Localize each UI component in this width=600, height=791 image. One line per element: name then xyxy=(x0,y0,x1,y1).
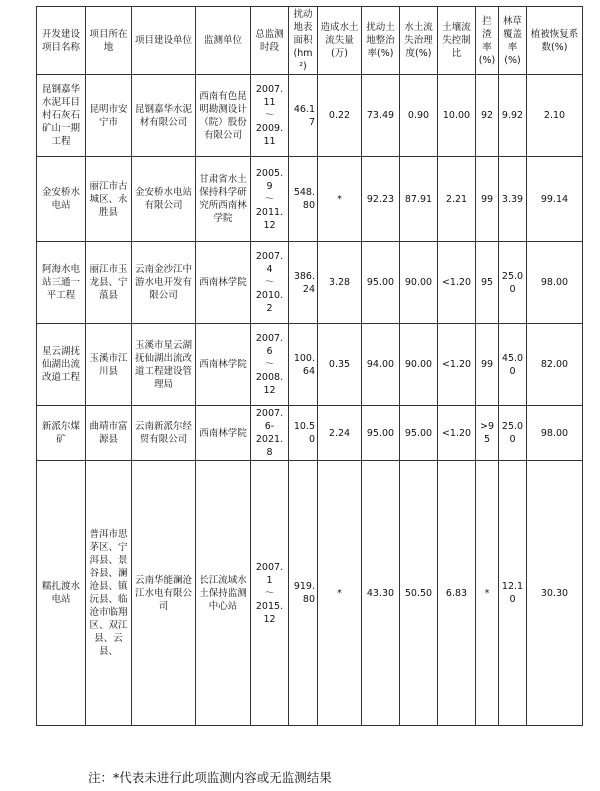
cell-area: 100.64 xyxy=(289,324,318,406)
table-row xyxy=(37,461,583,726)
cell-veg-coef: 99.14 xyxy=(527,157,583,242)
cell-monitor-unit: 甘肃省水土保持科学研究所西南林学院 xyxy=(196,157,251,242)
header-location: 项目所在地 xyxy=(86,7,132,75)
cell-area: 386.24 xyxy=(289,242,318,324)
table-row xyxy=(37,324,583,406)
header-builder: 项目建设单位 xyxy=(132,7,196,75)
table-row xyxy=(37,242,583,324)
header-monitor-unit: 监测单位 xyxy=(196,7,251,75)
cell-land-rate: 73.49 xyxy=(362,75,400,157)
footnote: 注：*代表未进行此项监测内容或无监测结果 xyxy=(88,770,332,785)
cell-period: 2007.4 ～ 2010.2 xyxy=(251,242,289,324)
cell-period: 2007.6 ～ 2008.12 xyxy=(251,324,289,406)
cell-land-rate: 95.00 xyxy=(362,406,400,461)
cell-area: 10.50 xyxy=(289,406,318,461)
cell-slag-rate: 99 xyxy=(476,324,499,406)
header-veg-coef: 植被恢复系数(%) xyxy=(527,7,583,75)
header-area: 扰动地表面积(hm²) xyxy=(289,7,318,75)
cell-slag-rate: 99 xyxy=(476,157,499,242)
cell-cover-rate: 25.00 xyxy=(499,242,527,324)
header-period: 总监测时段 xyxy=(251,7,289,75)
header-control-degree: 水土流失治理度(%) xyxy=(400,7,438,75)
cell-veg-coef: 82.00 xyxy=(527,324,583,406)
cell-loss-ratio: <1.20 xyxy=(438,406,476,461)
cell-location: 曲靖市富源县 xyxy=(86,406,132,461)
cell-soil-loss: * xyxy=(318,157,362,242)
cell-cover-rate: 25.00 xyxy=(499,406,527,461)
cell-cover-rate: 45.00 xyxy=(499,324,527,406)
cell-builder: 昆钢嘉华水泥材有限公司 xyxy=(132,75,196,157)
cell-land-rate: 92.23 xyxy=(362,157,400,242)
cell-project-name: 星云湖抚仙湖出流改道工程 xyxy=(37,324,86,406)
cell-veg-coef: 98.00 xyxy=(527,406,583,461)
cell-period: 2007.1 ～ 2015.12 xyxy=(251,461,289,726)
cell-veg-coef: 30.30 xyxy=(527,461,583,726)
cell-cover-rate: 3.39 xyxy=(499,157,527,242)
cell-control-degree: 0.90 xyxy=(400,75,438,157)
cell-slag-rate: * xyxy=(476,461,499,726)
cell-land-rate: 94.00 xyxy=(362,324,400,406)
table-row xyxy=(37,406,583,461)
cell-location: 丽江市玉龙县、宁蒗县 xyxy=(86,242,132,324)
cell-cover-rate: 12.10 xyxy=(499,461,527,726)
cell-veg-coef: 2.10 xyxy=(527,75,583,157)
cell-soil-loss: 2.24 xyxy=(318,406,362,461)
cell-builder: 云南华能澜沧江水电有限公司 xyxy=(132,461,196,726)
cell-area: 46.17 xyxy=(289,75,318,157)
cell-location: 丽江市古城区、永胜县 xyxy=(86,157,132,242)
cell-control-degree: 95.00 xyxy=(400,406,438,461)
table-row xyxy=(37,157,583,242)
cell-monitor-unit: 西南林学院 xyxy=(196,406,251,461)
cell-slag-rate: 92 xyxy=(476,75,499,157)
cell-builder: 云南金沙江中游水电开发有限公司 xyxy=(132,242,196,324)
cell-location: 普洱市思茅区、宁洱县、景谷县、澜沧县、镇沅县、临沧市临翔区、双江县、云县、 xyxy=(86,461,132,726)
cell-land-rate: 95.00 xyxy=(362,242,400,324)
cell-loss-ratio: 10.00 xyxy=(438,75,476,157)
cell-area: 548.80 xyxy=(289,157,318,242)
cell-location: 昆明市安宁市 xyxy=(86,75,132,157)
cell-soil-loss: 0.22 xyxy=(318,75,362,157)
cell-soil-loss: * xyxy=(318,461,362,726)
header-cover-rate: 林草覆盖率(%) xyxy=(499,7,527,75)
header-soil-loss: 造成水土流失量(万) xyxy=(318,7,362,75)
cell-monitor-unit: 西南有色昆明勘测设计（院）股份有限公司 xyxy=(196,75,251,157)
cell-land-rate: 43.30 xyxy=(362,461,400,726)
cell-cover-rate: 9.92 xyxy=(499,75,527,157)
cell-slag-rate: >95 xyxy=(476,406,499,461)
cell-loss-ratio: 6.83 xyxy=(438,461,476,726)
cell-monitor-unit: 长江流域水土保持监测中心站 xyxy=(196,461,251,726)
cell-soil-loss: 0.35 xyxy=(318,324,362,406)
header-project-name: 开发建设项目名称 xyxy=(37,7,86,75)
cell-monitor-unit: 西南林学院 xyxy=(196,324,251,406)
cell-loss-ratio: <1.20 xyxy=(438,242,476,324)
cell-control-degree: 87.91 xyxy=(400,157,438,242)
cell-slag-rate: 95 xyxy=(476,242,499,324)
monitoring-table xyxy=(36,6,583,726)
cell-loss-ratio: 2.21 xyxy=(438,157,476,242)
cell-project-name: 糯扎渡水电站 xyxy=(37,461,86,726)
cell-period: 2005.9 ～ 2011.12 xyxy=(251,157,289,242)
cell-control-degree: 50.50 xyxy=(400,461,438,726)
header-row xyxy=(37,7,583,75)
cell-soil-loss: 3.28 xyxy=(318,242,362,324)
cell-period: 2007.6- 2021.8 xyxy=(251,406,289,461)
cell-period: 2007.11 ～ 2009.11 xyxy=(251,75,289,157)
cell-loss-ratio: <1.20 xyxy=(438,324,476,406)
cell-project-name: 阿海水电站三通一平工程 xyxy=(37,242,86,324)
header-slag-rate: 拦渣率(%) xyxy=(476,7,499,75)
cell-area: 919.80 xyxy=(289,461,318,726)
header-land-rate: 扰动土地整治率(%) xyxy=(362,7,400,75)
cell-location: 玉溪市江川县 xyxy=(86,324,132,406)
cell-builder: 玉溪市星云湖抚仙湖出流改道工程建设管理局 xyxy=(132,324,196,406)
cell-project-name: 金安桥水电站 xyxy=(37,157,86,242)
cell-builder: 云南新派尔经贸有限公司 xyxy=(132,406,196,461)
header-loss-ratio: 土壤流失控制比 xyxy=(438,7,476,75)
cell-veg-coef: 98.00 xyxy=(527,242,583,324)
cell-control-degree: 90.00 xyxy=(400,242,438,324)
cell-control-degree: 90.00 xyxy=(400,324,438,406)
table-row xyxy=(37,75,583,157)
cell-builder: 金安桥水电站有限公司 xyxy=(132,157,196,242)
cell-monitor-unit: 西南林学院 xyxy=(196,242,251,324)
cell-project-name: 新派尔煤矿 xyxy=(37,406,86,461)
cell-project-name: 昆钢嘉华水泥耳目村石灰石矿山一期工程 xyxy=(37,75,86,157)
